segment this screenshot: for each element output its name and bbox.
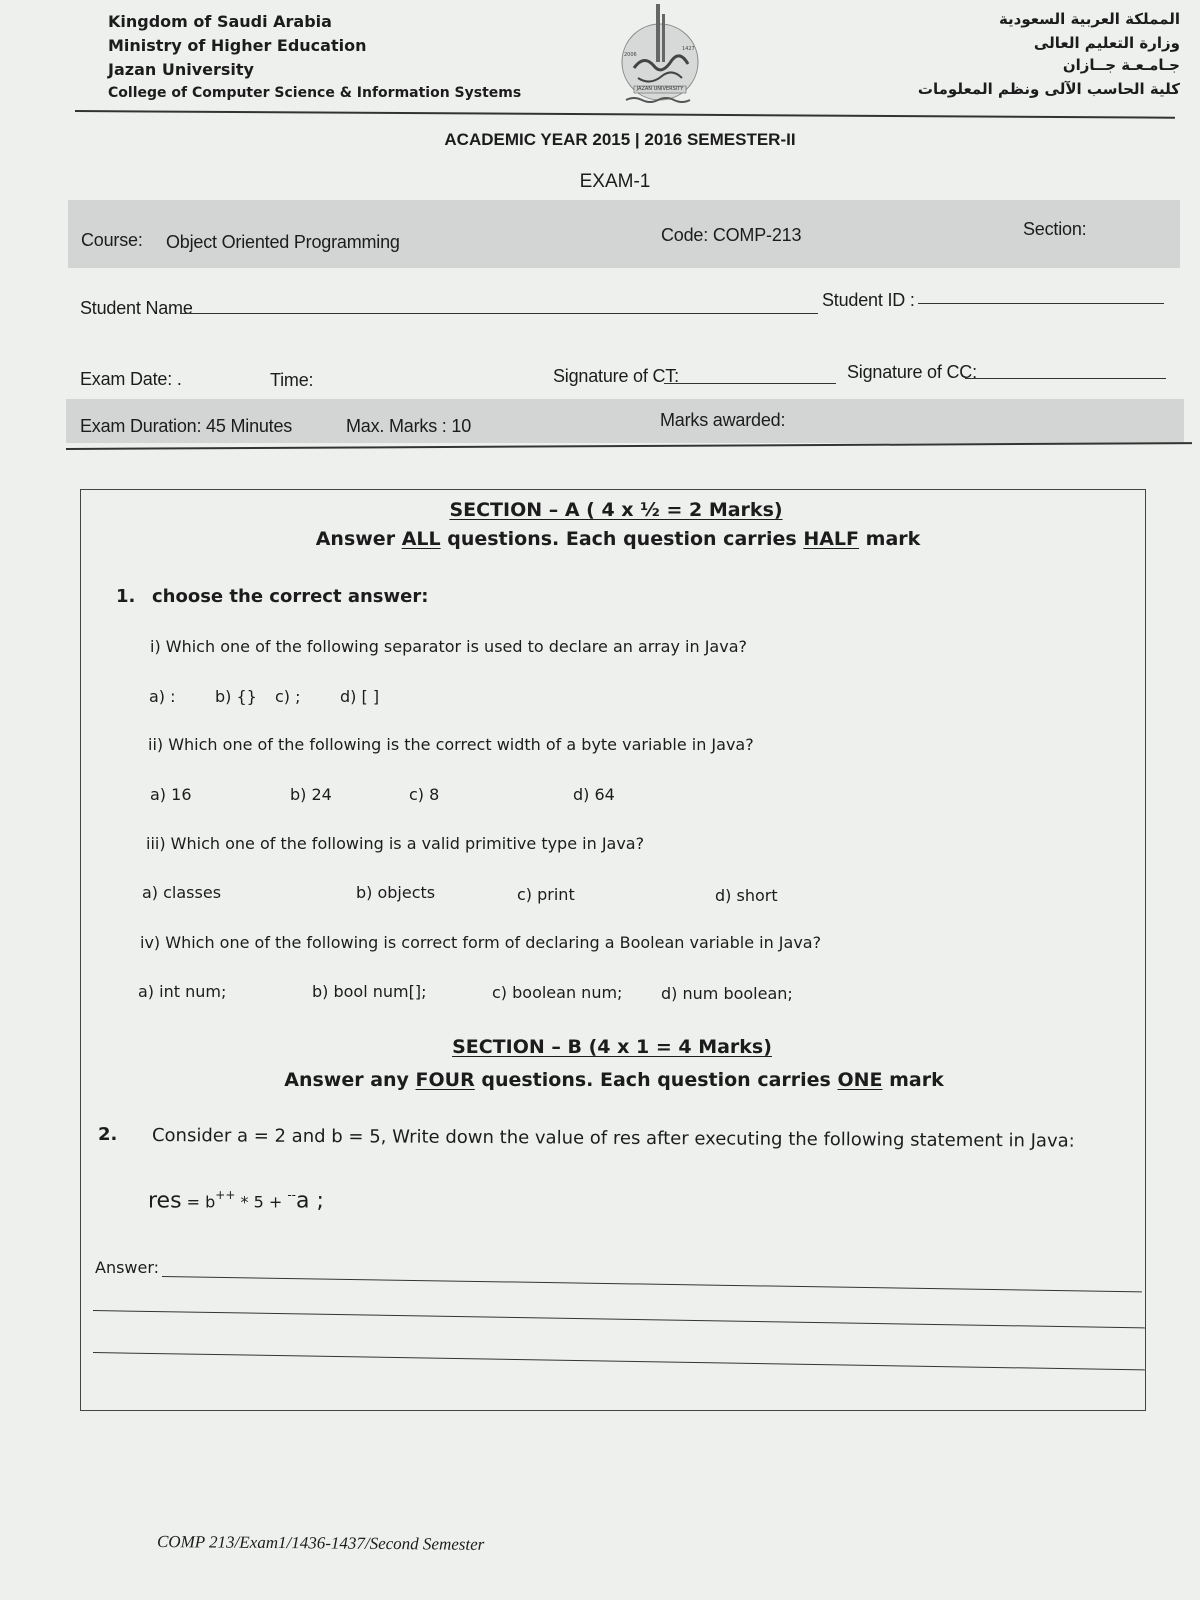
question-2-number: 2.: [98, 1124, 118, 1145]
section-a-instr-part3: mark: [859, 528, 921, 550]
expr-a: a ;: [296, 1188, 324, 1214]
signature-cc-label: Signature of CC:: [847, 362, 977, 382]
header-arabic-4: كلية الحاسب الآلى ونظم المعلومات: [917, 80, 1180, 98]
question-2-text: Consider a = 2 and b = 5, Write down the value of res after executing the following statement in Java:: [151, 1125, 1075, 1152]
header-rule: [75, 110, 1175, 119]
student-name-field[interactable]: [180, 313, 818, 314]
mcq-4-option-a[interactable]: a) int num;: [138, 982, 227, 1001]
header-line-3: Jazan University: [108, 60, 254, 79]
mcq-3-option-a[interactable]: a) classes: [142, 883, 222, 902]
exam-title: EXAM-1: [579, 171, 651, 192]
mcq-2-option-d[interactable]: d) 64: [573, 785, 615, 804]
expr-increment: ++: [215, 1188, 236, 1202]
section-b-instr-four: FOUR: [415, 1069, 475, 1091]
logo-year-left: 2006: [624, 52, 637, 58]
answer-label: Answer:: [95, 1258, 160, 1277]
mcq-3-option-d[interactable]: d) short: [715, 886, 778, 905]
section-b-instructions: [0, 1069, 1200, 1091]
marks-awarded-label: Marks awarded:: [660, 410, 786, 430]
section-a-heading: SECTION – A ( 4 x ½ = 2 Marks): [449, 499, 783, 521]
section-a-instr-all: ALL: [401, 528, 441, 550]
mcq-2-question: ii) Which one of the following is the correct width of a byte variable in Java?: [148, 735, 754, 754]
mcq-2-option-a[interactable]: a) 16: [150, 785, 192, 804]
mcq-1-option-a[interactable]: a) :: [149, 687, 176, 706]
section-b-instr-one: ONE: [837, 1069, 883, 1091]
expr-res: res: [148, 1188, 182, 1214]
max-marks: Max. Marks : 10: [346, 416, 472, 436]
logo-year-right: 1427: [682, 46, 695, 52]
mcq-1-option-b[interactable]: b) {}: [215, 687, 257, 706]
mcq-2-option-c[interactable]: c) 8: [409, 785, 440, 804]
exam-date-label: Exam Date: .: [80, 369, 182, 389]
mcq-3-question: iii) Which one of the following is a valid primitive type in Java?: [146, 834, 645, 853]
university-logo: [612, 2, 708, 106]
header-arabic-1: المملكة العربية السعودية: [998, 10, 1180, 28]
expr-mid: * 5 +: [235, 1192, 288, 1212]
student-id-label: Student ID :: [822, 290, 915, 310]
mcq-4-question: iv) Which one of the following is correct form of declaring a Boolean variable in Java?: [140, 933, 822, 952]
signature-cc-field[interactable]: [965, 378, 1166, 379]
section-b-instr-part2: questions. Each question carries: [474, 1069, 838, 1091]
section-label: Section:: [1023, 219, 1087, 239]
mcq-3-option-c[interactable]: c) print: [517, 885, 575, 904]
signature-ct-label: Signature of CT:: [553, 366, 679, 386]
question-1-number: 1.: [116, 586, 136, 607]
mcq-1-option-c[interactable]: c) ;: [275, 687, 301, 706]
course-code: Code: COMP-213: [661, 225, 802, 245]
java-expression: [148, 1188, 324, 1213]
mcq-1-question: i) Which one of the following separator is used to declare an array in Java?: [150, 637, 747, 656]
mcq-4-option-b[interactable]: b) bool num[];: [312, 982, 427, 1001]
footer-reference: COMP 213/Exam1/1436-1437/Second Semester: [156, 1532, 485, 1554]
time-label: Time:: [270, 370, 314, 390]
question-1-text: choose the correct answer:: [152, 586, 429, 607]
header-line-2: Ministry of Higher Education: [108, 36, 367, 55]
expr-eq-b: = b: [181, 1192, 216, 1212]
academic-year-title: ACADEMIC YEAR 2015 | 2016 SEMESTER-II: [444, 130, 796, 149]
info-rule: [66, 442, 1192, 450]
section-a-instr-part2: questions. Each question carries: [440, 528, 804, 550]
section-b-heading: SECTION – B (4 x 1 = 4 Marks): [452, 1036, 772, 1058]
student-name-label: Student Name: [80, 298, 193, 318]
mcq-2-option-b[interactable]: b) 24: [290, 785, 332, 804]
section-a-instructions: [0, 528, 1200, 550]
header-arabic-3: جـامـعـة جــازان: [1062, 56, 1180, 74]
course-label: Course:: [81, 230, 143, 250]
header-line-1: Kingdom of Saudi Arabia: [108, 12, 332, 31]
section-b-instr-part1: Answer any: [284, 1069, 416, 1091]
logo-label: JAZAN UNIVERSITY: [636, 86, 684, 92]
section-a-instr-half: HALF: [803, 528, 860, 550]
section-a-instr-part1: Answer: [315, 528, 402, 550]
header-arabic-2: وزارة التعليم العالى: [1033, 34, 1180, 52]
expr-decrement: --: [287, 1188, 297, 1202]
header-line-4: College of Computer Science & Information Systems: [108, 85, 522, 101]
mcq-1-option-d[interactable]: d) [ ]: [340, 687, 380, 706]
mcq-4-option-c[interactable]: c) boolean num;: [492, 983, 623, 1002]
exam-duration: Exam Duration: 45 Minutes: [80, 416, 293, 436]
section-b-instr-part3: mark: [882, 1069, 944, 1091]
course-value: Object Oriented Programming: [166, 232, 400, 252]
student-id-field[interactable]: [918, 303, 1164, 304]
mcq-3-option-b[interactable]: b) objects: [356, 883, 436, 902]
signature-ct-field[interactable]: [664, 383, 836, 384]
mcq-4-option-d[interactable]: d) num boolean;: [661, 984, 793, 1003]
